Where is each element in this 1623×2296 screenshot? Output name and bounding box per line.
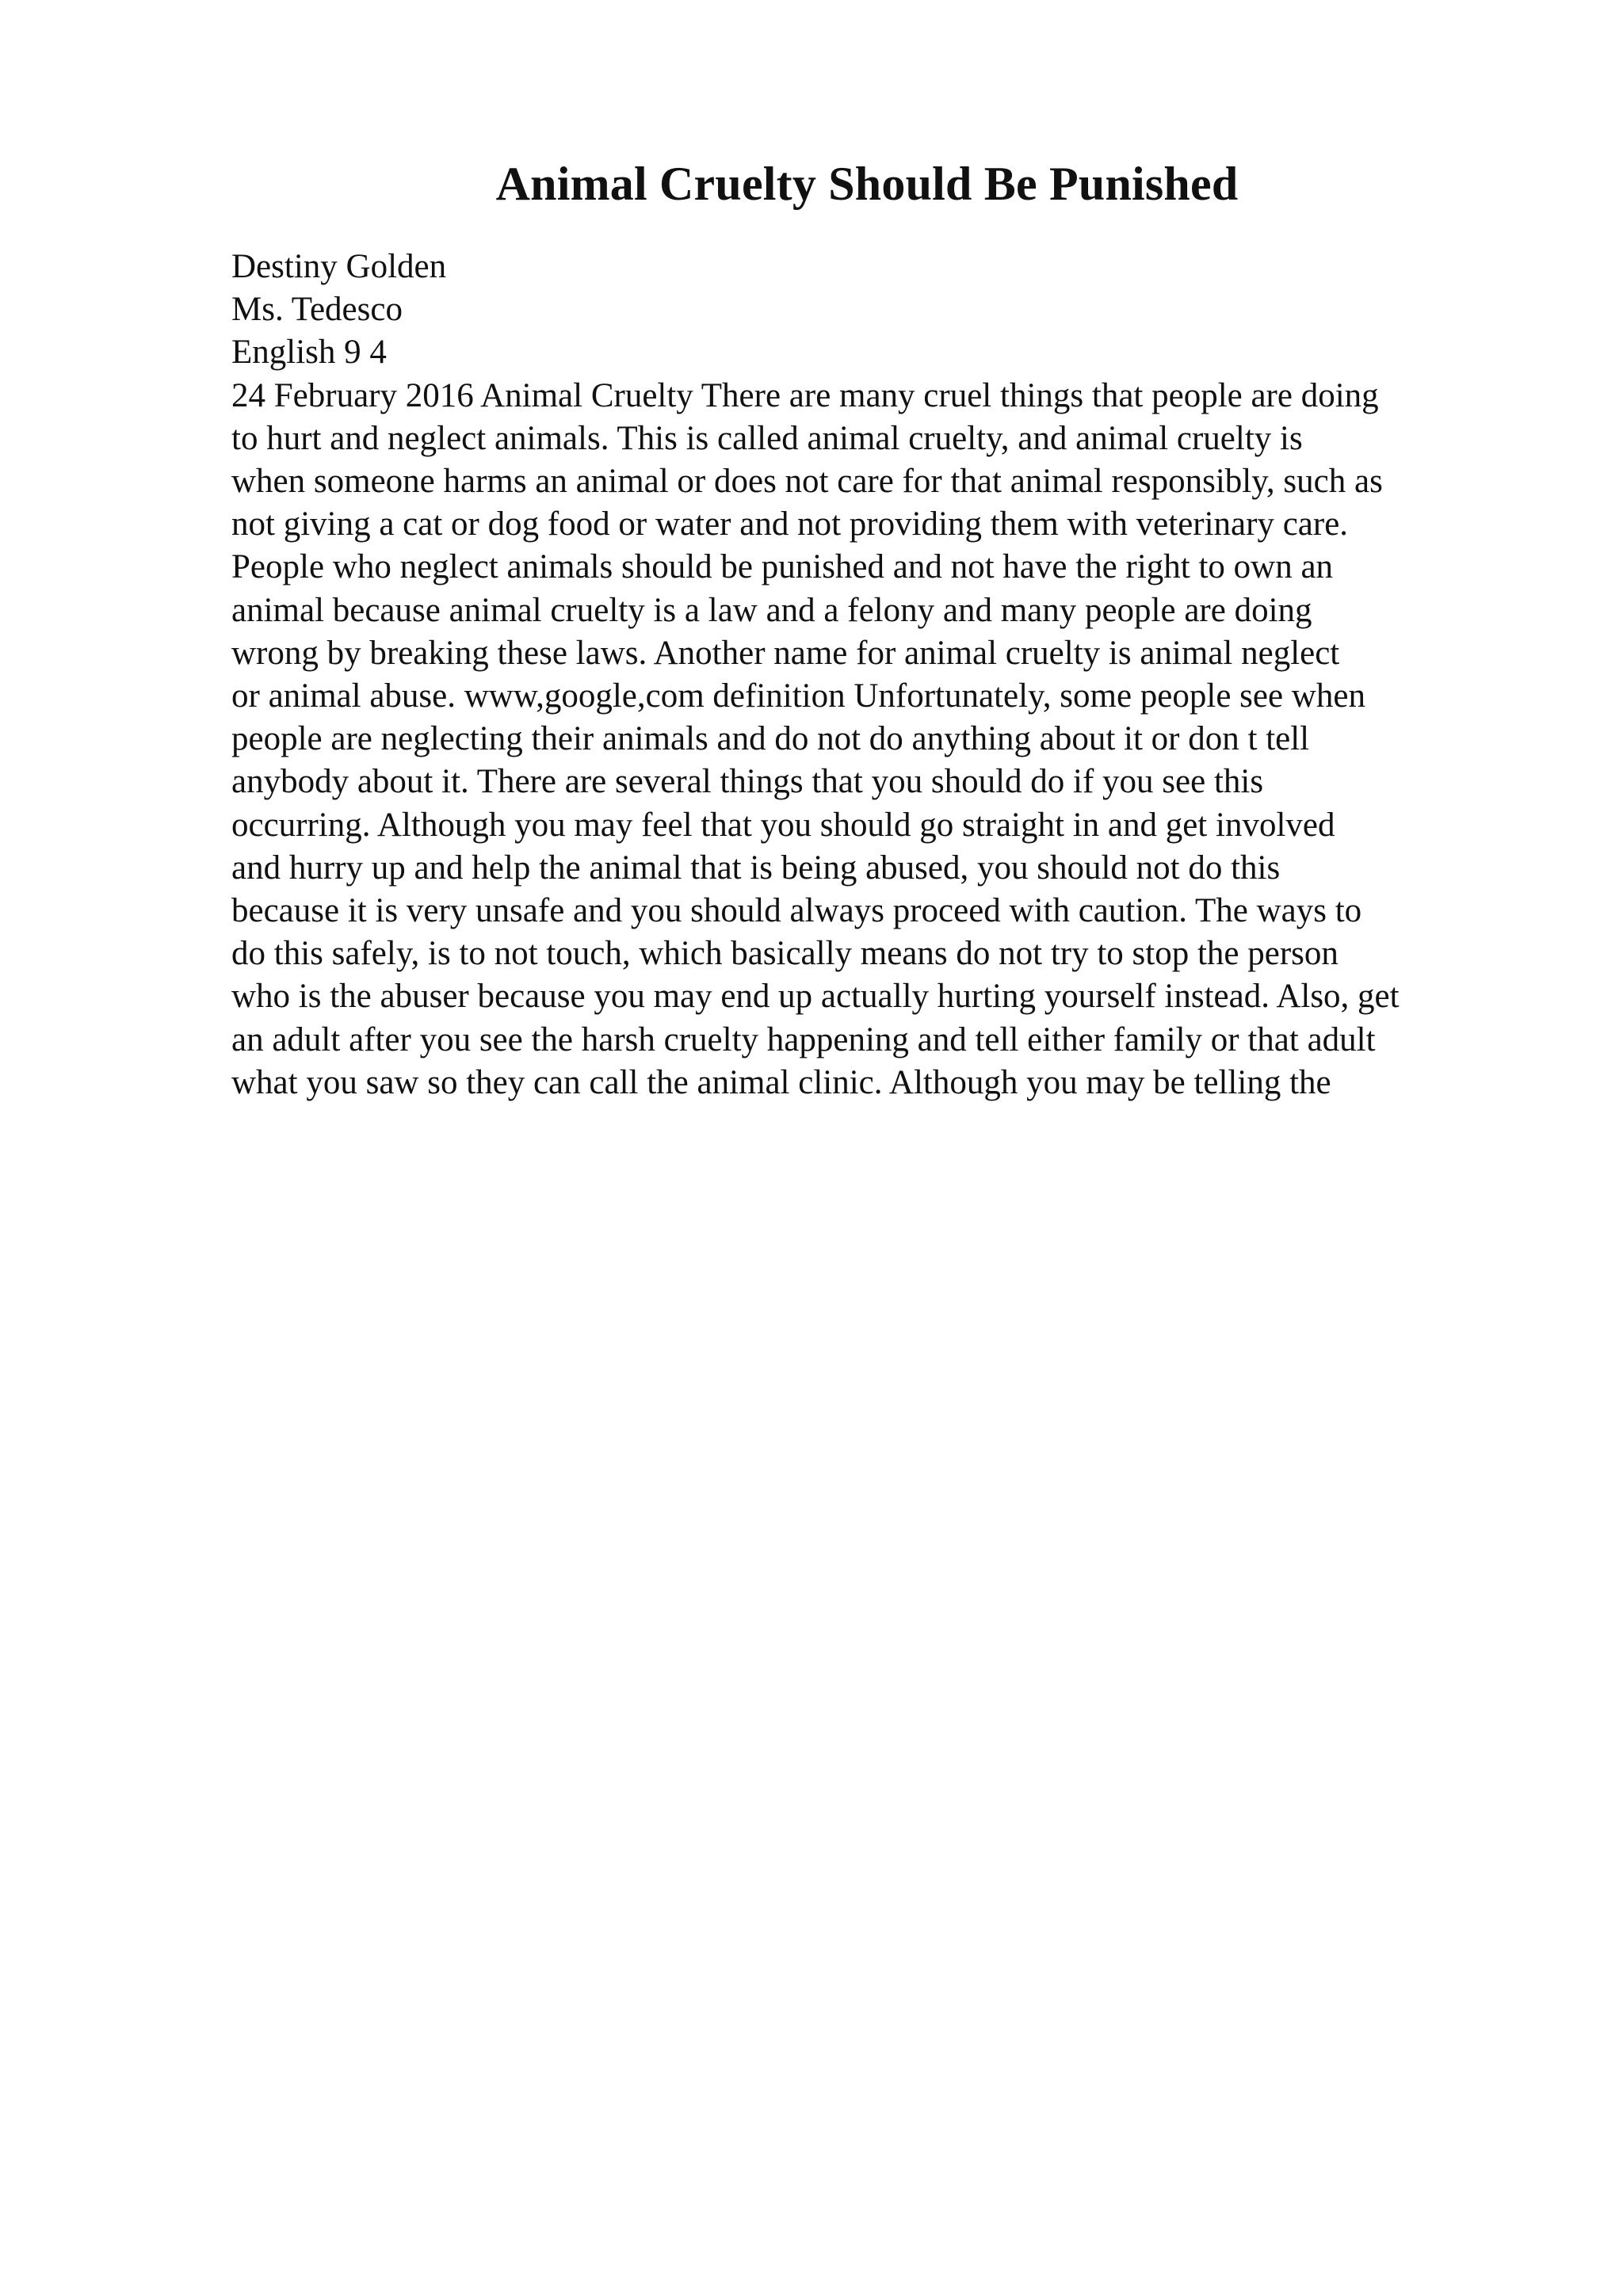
- body-line: when someone harms an animal or does not care for that animal responsibly, such as: [231, 463, 1383, 501]
- body-line: 24 February 2016 Animal Cruelty There are many cruel things that people are doing: [231, 376, 1379, 414]
- body-line: or animal abuse. www,google,com definition Unfortunately, some people see when: [231, 677, 1365, 715]
- class-name: English 9 4: [231, 334, 387, 372]
- body-line: occurring. Although you may feel that you should go straight in and get involved: [231, 806, 1335, 844]
- document-body: [231, 246, 1531, 1104]
- body-line: anybody about it. There are several things that you should do if you see this: [231, 763, 1264, 801]
- body-line: an adult after you see the harsh cruelty happening and tell either family or that adult: [231, 1020, 1376, 1058]
- body-line: who is the abuser because you may end up actually hurting yourself instead. Also, get: [231, 978, 1400, 1016]
- body-line: what you saw so they can call the animal clinic. Although you may be telling the: [231, 1063, 1331, 1101]
- body-line: because it is very unsafe and you should always proceed with caution. The ways to: [231, 892, 1362, 930]
- teacher-name: Ms. Tedesco: [231, 291, 403, 329]
- body-line: People who neglect animals should be punished and not have the right to own an: [231, 548, 1334, 586]
- body-line: do this safely, is to not touch, which basically means do not try to stop the person: [231, 935, 1338, 973]
- body-line: wrong by breaking these laws. Another name for animal cruelty is animal neglect: [231, 634, 1340, 672]
- document-title: Animal Cruelty Should Be Punished: [495, 158, 1239, 210]
- body-line: and hurry up and help the animal that is being abused, you should not do this: [231, 849, 1281, 887]
- body-line: to hurt and neglect animals. This is called animal cruelty, and animal cruelty is: [231, 419, 1303, 457]
- body-line: people are neglecting their animals and do not do anything about it or don t tell: [231, 720, 1310, 758]
- body-line: animal because animal cruelty is a law and a felony and many people are doing: [231, 591, 1312, 629]
- body-line: not giving a cat or dog food or water and not providing them with veterinary care.: [231, 505, 1349, 543]
- author-name: Destiny Golden: [231, 248, 447, 285]
